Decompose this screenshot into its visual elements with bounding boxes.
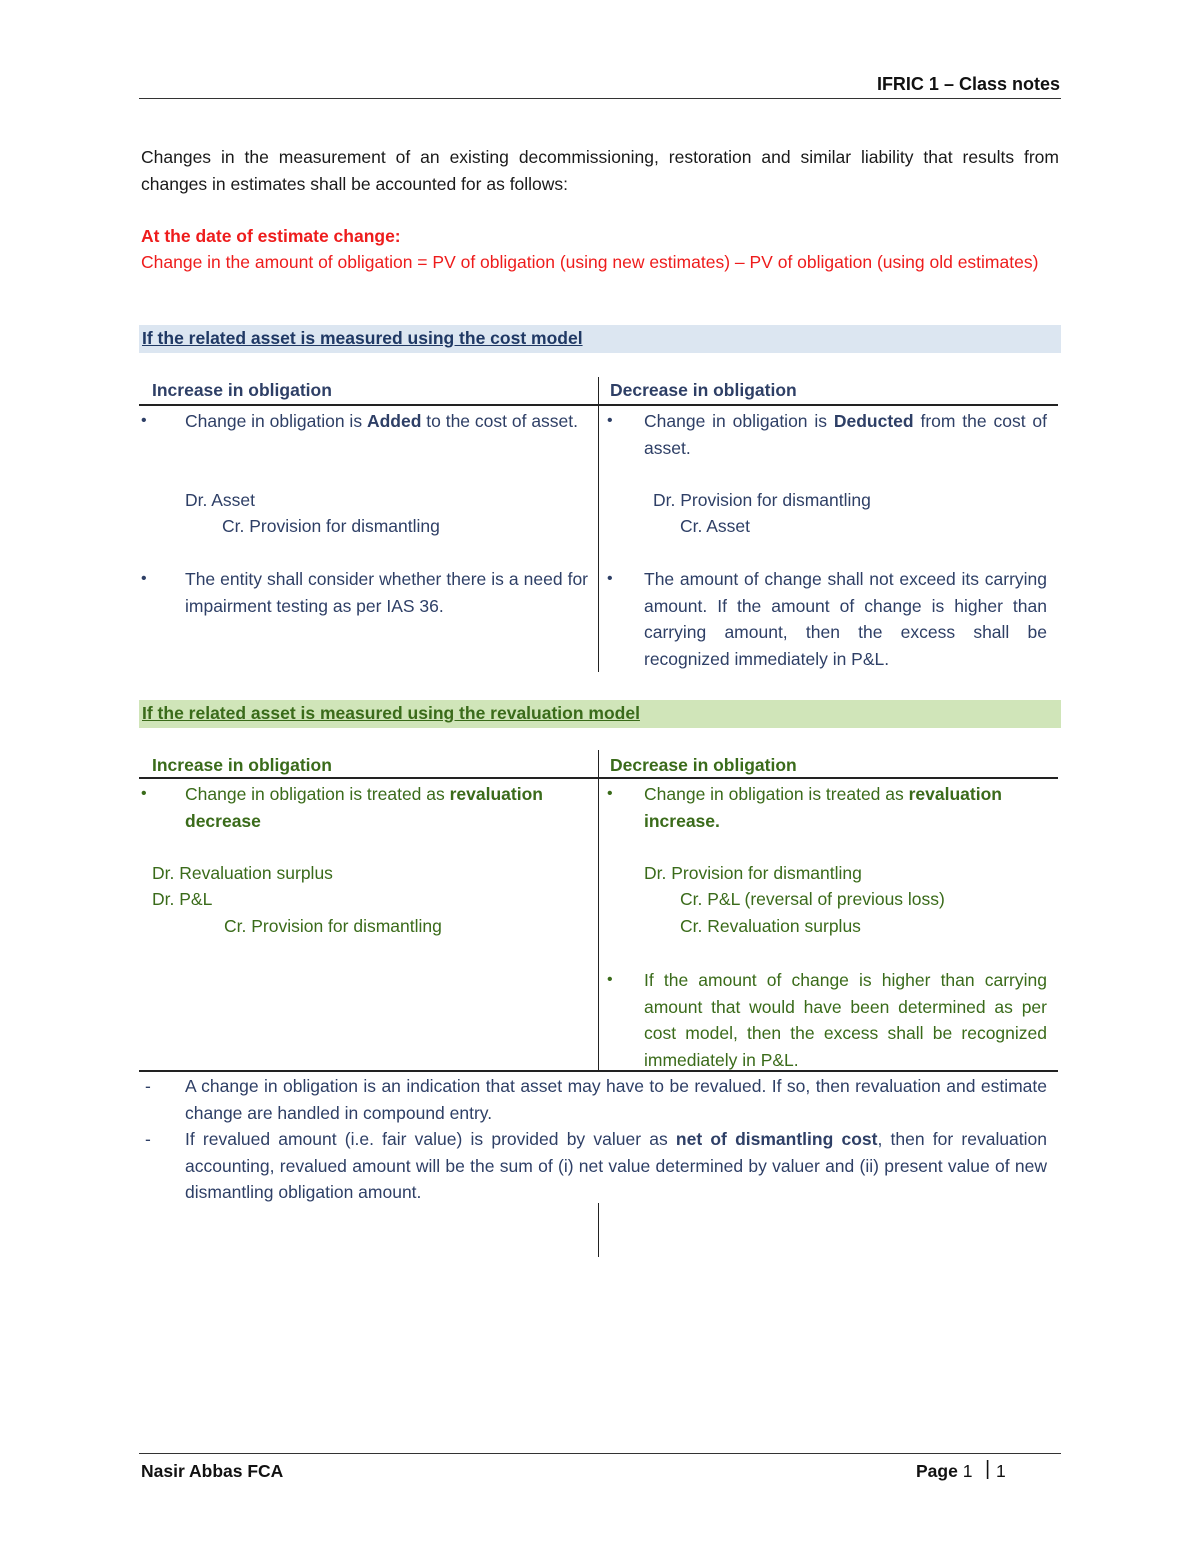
footer-divider — [139, 1453, 1061, 1454]
revaluation-model-heading-text: If the related asset is measured using the revaluation model — [142, 703, 640, 723]
bullet-icon: • — [141, 785, 147, 802]
footer-author: Nasir Abbas FCA — [141, 1461, 284, 1481]
note-text: If revalued amount (i.e. fair value) is provided by valuer as net of dismantling cost, then for revaluation accounting, revalued amount will be the sum of (i) net value determined by valuer and (ii) present value of new dismantling obligation amount. — [185, 1129, 1048, 1202]
document-header-title: IFRIC 1 – Class notes — [876, 74, 1060, 94]
cost-model-heading-text: If the related asset is measured using the cost model — [142, 328, 583, 348]
note-item — [145, 1126, 1050, 1206]
list-item-text: The entity shall consider whether there is a need for impairment testing as per IAS 36. — [185, 569, 588, 616]
bullet-icon: • — [607, 785, 613, 802]
journal-debit-line: Dr. Revaluation surplus — [152, 863, 333, 883]
bullet-icon: • — [607, 971, 613, 988]
journal-debit-line: Dr. Provision for dismantling — [653, 490, 871, 510]
bullet-icon: • — [607, 570, 613, 587]
footer-separator: | — [985, 1458, 991, 1480]
dash-marker: - — [145, 1129, 151, 1149]
dash-marker: - — [145, 1076, 151, 1096]
reval-decrease-column-title: Decrease in obligation — [610, 755, 797, 775]
footer-page-total: 1 — [996, 1461, 1006, 1481]
list-item-text: If the amount of change is higher than carrying amount that would have been determined as per cost model, then the excess shall be recognized immediately in P&L. — [644, 970, 1047, 1070]
estimate-change-formula: Change in the amount of obligation = PV of obligation (using new estimates) – PV of obligation (using old estimates) — [141, 252, 1039, 272]
cost-table-column-divider — [598, 377, 599, 672]
note-item — [145, 1073, 1050, 1126]
reval-table-column-divider — [598, 750, 599, 1070]
cost-decrease-column-title: Decrease in obligation — [610, 380, 797, 400]
bullet-icon: • — [141, 570, 147, 587]
journal-credit-line: Cr. Provision for dismantling — [222, 516, 440, 536]
list-item-text: Change in obligation is Added to the cost of asset. — [185, 411, 579, 431]
revaluation-model-section-heading — [139, 700, 1061, 728]
journal-credit-line: Cr. Revaluation surplus — [680, 916, 861, 936]
journal-credit-line: Cr. P&L (reversal of previous loss) — [680, 889, 945, 909]
reval-increase-column-title: Increase in obligation — [152, 755, 332, 775]
stray-column-divider — [598, 1203, 599, 1257]
journal-credit-line: Cr. Asset — [680, 516, 751, 536]
journal-debit-line: Dr. Asset — [185, 490, 256, 510]
bullet-icon: • — [607, 412, 613, 429]
journal-debit-line: Dr. P&L — [152, 889, 213, 909]
list-item-text: Change in obligation is treated as revaluation increase. — [644, 784, 1002, 831]
bullet-icon: • — [141, 412, 147, 429]
list-item-text: Change in obligation is Deducted from the cost of asset. — [644, 411, 1048, 458]
estimate-change-heading: At the date of estimate change: — [141, 226, 401, 246]
cost-model-section-heading — [139, 325, 1061, 353]
journal-credit-line: Cr. Provision for dismantling — [224, 916, 442, 936]
footer-page-number: Page 1 — [916, 1461, 973, 1481]
list-item-text: The amount of change shall not exceed its carrying amount. If the amount of change is higher than carrying amount, then the excess shall be recognized immediately in P&L. — [644, 569, 1047, 669]
note-text: A change in obligation is an indication that asset may have to be revalued. If so, then revaluation and estimate change are handled in compound entry. — [185, 1076, 1047, 1123]
journal-debit-line: Dr. Provision for dismantling — [644, 863, 862, 883]
header-divider — [139, 98, 1061, 99]
cost-increase-column-title: Increase in obligation — [152, 380, 332, 400]
list-item-text: Change in obligation is treated as revaluation decrease — [185, 784, 543, 831]
intro-paragraph: Changes in the measurement of an existing decommissioning, restoration and similar liability that results from changes in estimates shall be accounted for as follows: — [141, 147, 1059, 194]
